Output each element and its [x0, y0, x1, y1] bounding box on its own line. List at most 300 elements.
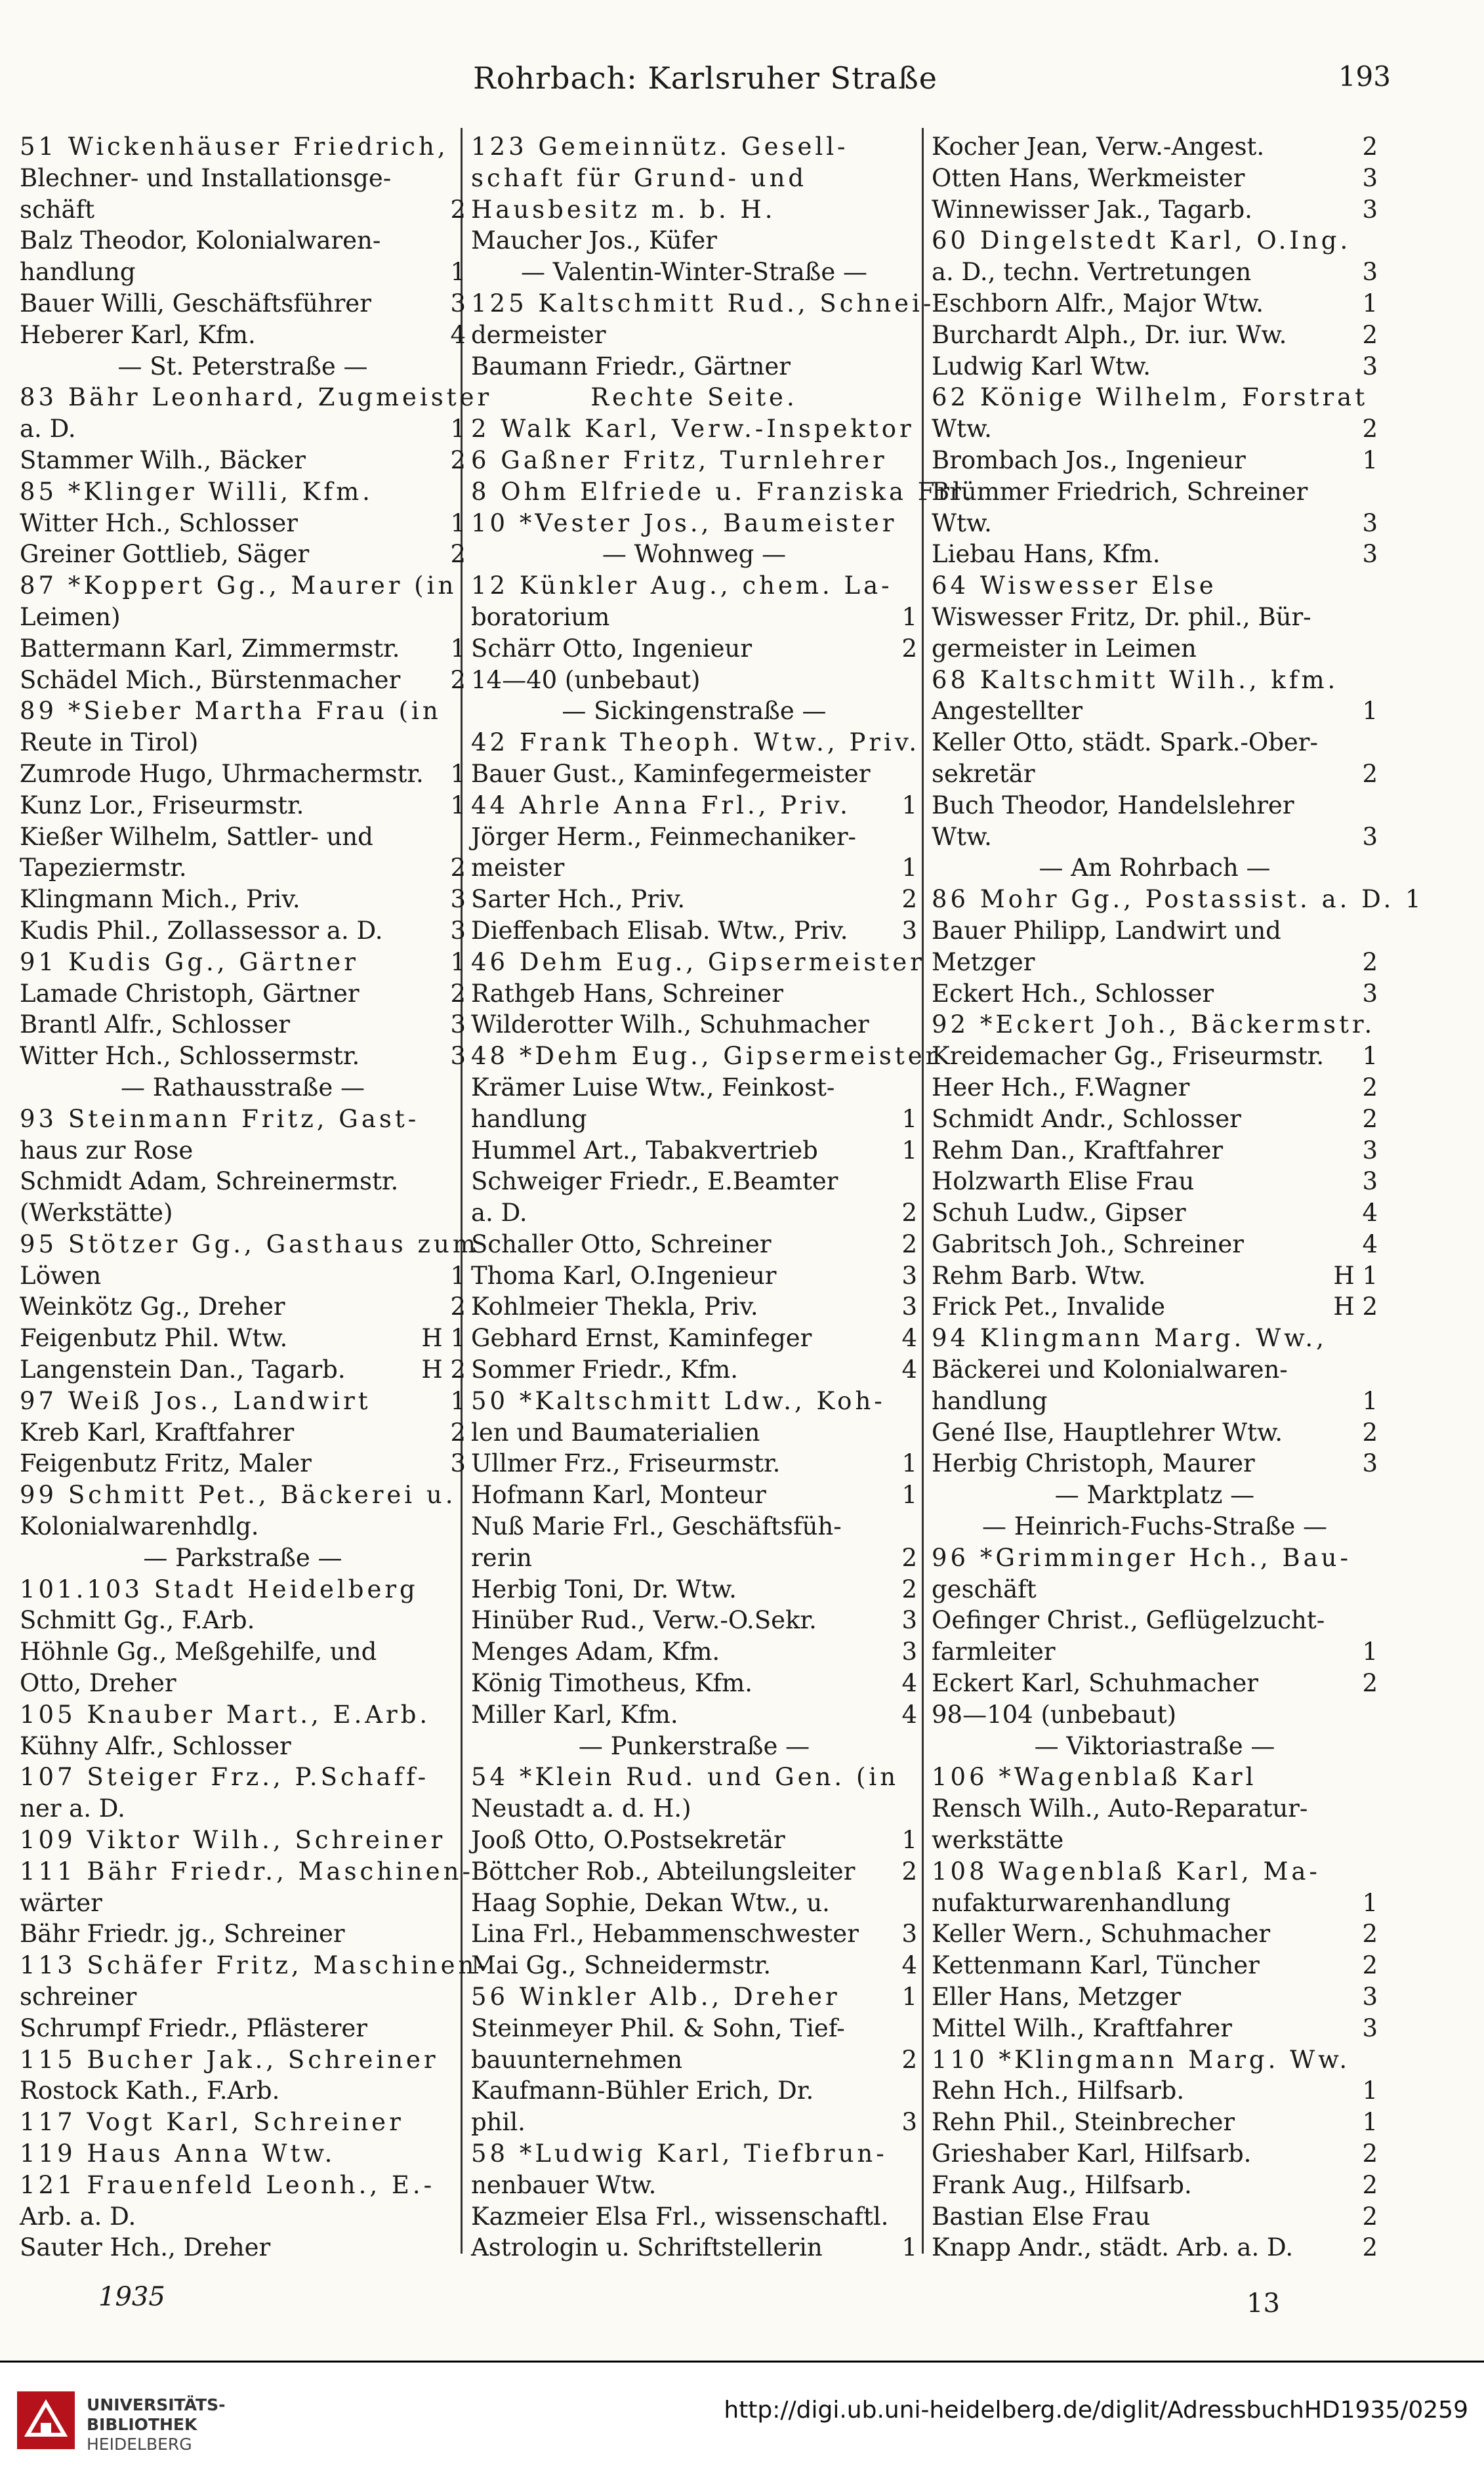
entry-text: Langenstein Dan., Tagarb.	[20, 1355, 346, 1384]
directory-entry-line	[932, 225, 1378, 257]
entry-text: Blechner- und Installationsge-	[20, 163, 392, 192]
directory-entry-line	[20, 2170, 466, 2201]
entry-text: Winnewisser Jak., Tagarb.	[932, 195, 1252, 224]
directory-entry-line	[932, 978, 1378, 1010]
entry-text: bauunternehmen	[471, 2045, 683, 2074]
entry-text: 125 Kaltschmitt Rud., Schnei-	[471, 289, 935, 318]
entry-text: werkstätte	[932, 1826, 1064, 1855]
directory-entry-line	[932, 1041, 1378, 1072]
entry-text: Mai Gg., Schneidermstr.	[471, 1951, 772, 1980]
entry-text: — Wohnweg —	[602, 540, 787, 569]
floor-number: 2	[450, 854, 466, 882]
entry-text: germeister in Leimen	[932, 634, 1197, 663]
directory-entry-line	[20, 758, 466, 790]
floor-number: 3	[450, 1010, 466, 1039]
directory-entry-line	[932, 1888, 1378, 1919]
entry-text: Kießer Wilhelm, Sattler- und	[20, 822, 373, 851]
directory-entry-line	[932, 1668, 1378, 1699]
directory-entry-line	[932, 1009, 1378, 1041]
directory-entry-line	[471, 1417, 917, 1449]
entry-text: Herbig Christoph, Maurer	[932, 1449, 1255, 1478]
entry-text: 97 Weiß Jos., Landwirt	[20, 1386, 371, 1415]
entry-text: Feigenbutz Fritz, Maler	[20, 1449, 312, 1478]
entry-text: Wtw.	[932, 822, 992, 851]
directory-entry-line	[20, 1009, 466, 1041]
library-name	[87, 2395, 225, 2454]
entry-text: Kohlmeier Thekla, Priv.	[471, 1292, 758, 1321]
entry-text: Baumann Friedr., Gärtner	[471, 352, 791, 381]
entry-text: Hinüber Rud., Verw.-O.Sekr.	[471, 1606, 817, 1635]
directory-entry-line	[471, 790, 917, 821]
directory-entry-line	[932, 288, 1378, 320]
entry-text: 42 Frank Theoph. Wtw., Priv.	[471, 728, 920, 757]
entry-text: Jörger Herm., Feinmechaniker-	[471, 822, 857, 851]
entry-text: meister	[471, 854, 565, 882]
directory-entry-line	[20, 790, 466, 821]
floor-number: 1	[1362, 1638, 1378, 1666]
entry-text: Kudis Phil., Zollassessor a. D.	[20, 916, 383, 945]
directory-entry-line	[471, 1386, 917, 1417]
floor-number: 4	[901, 1324, 917, 1353]
street-heading	[471, 257, 917, 288]
floor-number: 1	[1362, 1888, 1378, 1917]
entry-text: Herbig Toni, Dr. Wtw.	[471, 1575, 737, 1603]
directory-entry-line	[20, 1981, 466, 2013]
floor-number: 3	[901, 916, 917, 945]
directory-entry-line	[20, 1166, 466, 1197]
directory-entry-line	[20, 727, 466, 758]
entry-text: farmleiter	[932, 1638, 1056, 1666]
entry-text: — Punkerstraße —	[578, 1731, 810, 1760]
library-name-line: UNIVERSITÄTS-	[87, 2395, 226, 2414]
entry-text: Schärr Otto, Ingenieur	[471, 634, 752, 663]
floor-number: 3	[1362, 258, 1378, 287]
entry-text: Zumrode Hugo, Uhrmachermstr.	[20, 759, 424, 788]
directory-entry-line	[471, 602, 917, 633]
floor-number: 1	[450, 634, 466, 663]
floor-number: 2	[450, 1418, 466, 1447]
floor-number: 3	[450, 885, 466, 914]
entry-text: Schmitt Gg., F.Arb.	[20, 1606, 255, 1635]
floor-number: 1	[901, 1826, 917, 1855]
directory-entry-line	[932, 1323, 1378, 1354]
entry-text: Sarter Hch., Priv.	[471, 885, 686, 914]
entry-text: Lamade Christoph, Gärtner	[20, 979, 360, 1008]
entry-text: — Sickingenstraße —	[562, 697, 827, 726]
entry-text: Schweiger Friedr., E.Beamter	[471, 1167, 838, 1196]
entry-text: 44 Ahrle Anna Frl., Priv.	[471, 791, 851, 819]
directory-entry-line	[932, 2232, 1378, 2263]
directory-entry-line	[20, 695, 466, 727]
directory-entry-line	[20, 1291, 466, 1323]
directory-entry-line	[932, 727, 1378, 758]
floor-number: 2	[1362, 415, 1378, 444]
floor-number: 1	[901, 2233, 917, 2262]
directory-entry-line	[932, 194, 1378, 226]
floor-number: 3	[450, 289, 466, 318]
entry-text: Brantl Alfr., Schlosser	[20, 1010, 290, 1039]
entry-text: Arb. a. D.	[20, 2202, 136, 2231]
entry-text: Eckert Hch., Schlosser	[932, 979, 1214, 1008]
street-heading	[932, 852, 1378, 884]
entry-text: Stammer Wilh., Bäcker	[20, 445, 306, 474]
directory-entry-line	[20, 1605, 466, 1636]
directory-entry-line	[20, 852, 466, 884]
entry-text: wärter	[20, 1888, 102, 1917]
entry-text: Burchardt Alph., Dr. iur. Ww.	[932, 320, 1287, 349]
floor-number: 4	[1362, 1229, 1378, 1258]
directory-entry-line	[471, 1762, 917, 1793]
entry-text: Steinmeyer Phil. & Sohn, Tief-	[471, 2013, 845, 2042]
entry-text: Holzwarth Elise Frau	[932, 1167, 1195, 1196]
directory-column-1	[20, 131, 493, 2263]
street-heading	[20, 1542, 466, 1574]
directory-entry-line	[20, 570, 466, 602]
library-logo-icon	[14, 2389, 77, 2452]
entry-text: a. D.	[471, 1199, 527, 1228]
directory-entry-line	[20, 1636, 466, 1668]
floor-number: 2	[1362, 947, 1378, 976]
entry-text: Schmidt Adam, Schreinermstr.	[20, 1167, 399, 1196]
floor-number: 2	[1362, 320, 1378, 349]
page-header	[20, 60, 1391, 106]
directory-entry-line	[932, 1291, 1378, 1323]
entry-text: 12 Künkler Aug., chem. La-	[471, 571, 893, 600]
entry-text: Kreidemacher Gg., Friseurmstr.	[932, 1042, 1325, 1071]
entry-text: Eschborn Alfr., Major Wtw.	[932, 289, 1264, 318]
directory-entry-line	[20, 1417, 466, 1449]
source-url-link[interactable]: http://digi.ub.uni-heidelberg.de/diglit/AdressbuchHD1935/0259	[724, 2397, 1468, 2424]
entry-text: Böttcher Rob., Abteilungsleiter	[471, 1857, 855, 1886]
directory-entry-line	[20, 1731, 466, 1762]
entry-text: handlung	[471, 1104, 587, 1133]
directory-entry-line	[932, 1762, 1378, 1793]
entry-text: a. D.	[20, 415, 76, 444]
floor-number: 3	[901, 1606, 917, 1635]
directory-entry-line	[20, 1448, 466, 1479]
entry-text: Otto, Dreher	[20, 1669, 176, 1698]
entry-text: Bähr Friedr. jg., Schreiner	[20, 1920, 345, 1949]
entry-text: Leimen)	[20, 602, 121, 631]
directory-entry-line	[932, 1981, 1378, 2013]
entry-text: handlung	[932, 1386, 1048, 1415]
directory-entry-line	[471, 1542, 917, 1574]
entry-text: 115 Bucher Jak., Schreiner	[20, 2045, 439, 2074]
floor-number: 1	[450, 415, 466, 444]
footer-sheet-number: 13	[1247, 2288, 1280, 2319]
directory-entry-line	[932, 2138, 1378, 2170]
directory-entry-line	[932, 1197, 1378, 1229]
directory-entry-line	[471, 852, 917, 884]
entry-text: Thoma Karl, O.Ingenieur	[471, 1261, 777, 1290]
floor-number: 2	[901, 1543, 917, 1572]
entry-text: 95 Stötzer Gg., Gasthaus zum	[20, 1229, 479, 1258]
entry-text: Gabritsch Joh., Schreiner	[932, 1229, 1244, 1258]
directory-entry-line	[471, 1574, 917, 1605]
floor-number: 2	[1362, 2202, 1378, 2231]
directory-entry-line	[471, 1448, 917, 1479]
directory-entry-line	[471, 884, 917, 915]
directory-entry-line	[932, 1542, 1378, 1574]
floor-number: 2	[450, 195, 466, 224]
directory-entry-line	[471, 351, 917, 382]
directory-entry-line	[471, 1825, 917, 1856]
directory-entry-line	[471, 1699, 917, 1731]
directory-entry-line	[932, 665, 1378, 696]
directory-entry-line	[932, 633, 1378, 665]
entry-text: Miller Karl, Kfm.	[471, 1700, 678, 1729]
directory-entry-line	[20, 508, 466, 539]
library-name-line: HEIDELBERG	[87, 2435, 192, 2454]
entry-text: Höhnle Gg., Meßgehilfe, und	[20, 1638, 377, 1666]
floor-number: 1	[901, 602, 917, 631]
directory-entry-line	[471, 2013, 917, 2044]
entry-text: Rehm Barb. Wtw.	[932, 1261, 1146, 1290]
directory-entry-line	[932, 2107, 1378, 2138]
directory-entry-line	[20, 2201, 466, 2233]
floor-number: 3	[1362, 163, 1378, 192]
floor-number: 2	[450, 665, 466, 694]
entry-text: Feigenbutz Phil. Wtw.	[20, 1324, 288, 1353]
entry-text: 109 Viktor Wilh., Schreiner	[20, 1826, 446, 1855]
entry-text: Metzger	[932, 947, 1035, 976]
directory-entry-line	[932, 163, 1378, 194]
directory-entry-line	[932, 1793, 1378, 1825]
directory-entry-line	[471, 1479, 917, 1511]
directory-entry-line	[20, 1479, 466, 1511]
floor-number: 1	[1362, 1042, 1378, 1071]
directory-entry-line	[20, 382, 493, 413]
directory-entry-line	[471, 1104, 917, 1135]
directory-entry-line	[932, 1135, 1378, 1167]
floor-number: 2	[1362, 2233, 1378, 2262]
entry-text: — Valentin-Winter-Straße —	[520, 258, 868, 287]
directory-entry-line	[471, 508, 917, 539]
floor-number: 3	[901, 1920, 917, 1949]
directory-entry-line	[932, 1229, 1378, 1260]
entry-text: Maucher Jos., Küfer	[471, 226, 717, 255]
directory-entry-line	[932, 2170, 1378, 2201]
directory-entry-line	[20, 413, 466, 445]
floor-number: 3	[1362, 1167, 1378, 1196]
directory-entry-line	[932, 821, 1378, 853]
directory-entry-line	[932, 1166, 1378, 1197]
entry-text: 46 Dehm Eug., Gipsermeister	[471, 947, 925, 976]
floor-number: 3	[1362, 1983, 1378, 2012]
entry-text: 14—40 (unbebaut)	[471, 665, 701, 694]
floor-number: 3	[1362, 508, 1378, 537]
floor-number: 3	[1362, 195, 1378, 224]
entry-text: Bauer Gust., Kaminfegermeister	[471, 759, 871, 788]
directory-entry-line	[932, 1072, 1378, 1104]
entry-text: 62 Könige Wilhelm, Forstrat	[932, 383, 1369, 412]
floor-number: 2	[1362, 759, 1378, 788]
floor-number: 1	[450, 1386, 466, 1415]
directory-entry-line	[471, 2170, 917, 2201]
entry-text: 101.103 Stadt Heidelberg	[20, 1575, 419, 1603]
directory-entry-line	[20, 2075, 466, 2107]
directory-entry-line	[932, 1636, 1378, 1668]
floor-number: 2	[901, 2045, 917, 2074]
directory-entry-line	[932, 1825, 1378, 1856]
entry-text: Eller Hans, Metzger	[932, 1983, 1182, 2012]
street-heading	[20, 1072, 466, 1104]
entry-text: 60 Dingelstedt Karl, O.Ing.	[932, 226, 1351, 255]
entry-text: 121 Frauenfeld Leonh., E.-	[20, 2170, 436, 2199]
floor-number: H 2	[1333, 1292, 1378, 1321]
entry-text: Wtw.	[932, 508, 992, 537]
directory-entry-line	[471, 2044, 917, 2076]
entry-text: Löwen	[20, 1261, 102, 1290]
entry-text: Hummel Art., Tabakvertrieb	[471, 1136, 818, 1165]
floor-number: 3	[1362, 979, 1378, 1008]
entry-text: Jooß Otto, O.Postsekretär	[471, 1826, 785, 1855]
floor-number: 3	[1362, 1136, 1378, 1165]
directory-entry-line	[932, 413, 1378, 445]
floor-number: 2	[450, 445, 466, 474]
directory-entry-line	[20, 288, 466, 320]
floor-number: 1	[901, 1481, 917, 1510]
entry-text: nufakturwarenhandlung	[932, 1888, 1231, 1917]
directory-entry-line	[932, 1354, 1378, 1386]
directory-entry-line	[932, 2201, 1378, 2233]
floor-number: 3	[1362, 1449, 1378, 1478]
entry-text: Klingmann Mich., Priv.	[20, 885, 300, 914]
directory-entry-line	[932, 1260, 1378, 1292]
directory-entry-line	[20, 633, 466, 665]
directory-entry-line	[471, 1229, 917, 1260]
entry-text: 91 Kudis Gg., Gärtner	[20, 947, 359, 976]
directory-entry-line	[471, 1041, 941, 1072]
directory-entry-line	[20, 602, 466, 633]
street-heading	[932, 1731, 1378, 1762]
floor-number: 1	[901, 1449, 917, 1478]
entry-text: Buch Theodor, Handelslehrer	[932, 791, 1294, 819]
entry-text: 64 Wiswesser Else	[932, 571, 1217, 600]
directory-entry-line	[20, 1574, 466, 1605]
floor-number: 1	[450, 791, 466, 819]
entry-text: Keller Wern., Schuhmacher	[932, 1920, 1271, 1949]
entry-text: — Viktoriastraße —	[1034, 1731, 1275, 1760]
floor-number: 1	[450, 258, 466, 287]
entry-text: schaft für Grund- und	[471, 163, 808, 192]
floor-number: 1	[1362, 697, 1378, 726]
directory-entry-line	[471, 1072, 917, 1104]
entry-text: 92 *Eckert Joh., Bäckermstr.	[932, 1010, 1376, 1039]
floor-number: 2	[901, 1199, 917, 1228]
entry-text: Kazmeier Elsa Frl., wissenschaftl.	[471, 2202, 889, 2231]
directory-entry-line	[932, 476, 1378, 508]
directory-entry-line	[471, 1135, 917, 1167]
directory-entry-line	[932, 1104, 1378, 1135]
entry-text: Grieshaber Karl, Hilfsarb.	[932, 2139, 1252, 2168]
street-heading	[471, 1731, 917, 1762]
floor-number: 2	[450, 979, 466, 1008]
footer-year: 1935	[98, 2282, 165, 2312]
directory-entry-line	[20, 1197, 466, 1229]
directory-entry-line	[471, 1856, 917, 1888]
floor-number: 3	[901, 2108, 917, 2137]
directory-entry-line	[471, 821, 917, 853]
entry-text: 54 *Klein Rud. und Gen. (in	[471, 1763, 899, 1792]
directory-entry-line	[20, 2107, 466, 2138]
floor-number: 2	[901, 634, 917, 663]
directory-entry-line	[932, 1386, 1378, 1417]
directory-entry-line	[471, 1354, 917, 1386]
directory-entry-line	[20, 1260, 466, 1292]
entry-text: rerin	[471, 1543, 532, 1572]
directory-entry-line	[471, 163, 917, 194]
directory-entry-line	[471, 1291, 917, 1323]
floor-number: 2	[450, 540, 466, 569]
directory-entry-line	[932, 445, 1378, 476]
floor-number: 2	[901, 885, 917, 914]
entry-text: Bauer Willi, Geschäftsführer	[20, 289, 371, 318]
entry-text: geschäft	[932, 1575, 1037, 1603]
floor-number: 1	[901, 1104, 917, 1133]
directory-entry-line	[471, 225, 917, 257]
library-footer-bar	[0, 2361, 1484, 2478]
entry-text: Gené Ilse, Hauptlehrer Wtw.	[932, 1418, 1283, 1447]
directory-entry-line	[20, 884, 466, 915]
entry-text: nenbauer Wtw.	[471, 2170, 657, 2199]
entry-text: 113 Schäfer Fritz, Maschinen-	[20, 1951, 489, 1980]
entry-text: Schädel Mich., Bürstenmacher	[20, 665, 401, 694]
directory-entry-line	[20, 2232, 466, 2263]
entry-text: Lina Frl., Hebammenschwester	[471, 1920, 859, 1949]
floor-number: 2	[1362, 1418, 1378, 1447]
directory-entry-line	[471, 915, 917, 947]
entry-text: Sauter Hch., Dreher	[20, 2233, 271, 2262]
entry-text: Neustadt a. d. H.)	[471, 1794, 691, 1823]
entry-text: Gebhard Ernst, Kaminfeger	[471, 1324, 812, 1353]
directory-column-2	[471, 131, 975, 2263]
directory-entry-line	[20, 1762, 466, 1793]
street-heading	[471, 382, 917, 413]
directory-entry-line	[932, 2044, 1378, 2076]
floor-number: 3	[901, 1292, 917, 1321]
entry-text: Krämer Luise Wtw., Feinkost-	[471, 1073, 835, 1102]
entry-text: 119 Haus Anna Wtw.	[20, 2139, 336, 2168]
entry-text: 107 Steiger Frz., P.Schaff-	[20, 1763, 430, 1792]
directory-entry-line	[932, 1417, 1378, 1449]
floor-number: 1	[1362, 1386, 1378, 1415]
column-divider	[922, 128, 924, 2254]
entry-text: Haag Sophie, Dekan Wtw., u.	[471, 1888, 830, 1917]
floor-number: 2	[1362, 2139, 1378, 2168]
floor-number: 4	[901, 1951, 917, 1980]
directory-entry-line	[471, 445, 917, 476]
floor-number: 4	[901, 1669, 917, 1698]
directory-entry-line	[20, 1135, 466, 1167]
entry-text: Otten Hans, Werkmeister	[932, 163, 1245, 192]
floor-number: 4	[450, 320, 466, 349]
floor-number: H 2	[421, 1355, 466, 1384]
entry-text: a. D., techn. Vertretungen	[932, 258, 1252, 287]
floor-number: 2	[1362, 133, 1378, 161]
directory-entry-line	[932, 602, 1378, 633]
directory-entry-line	[471, 1605, 917, 1636]
entry-text: Kocher Jean, Verw.-Angest.	[932, 133, 1265, 161]
directory-entry-line	[20, 821, 466, 853]
directory-entry-line	[932, 382, 1378, 413]
directory-entry-line	[20, 1668, 466, 1699]
entry-text: Bäckerei und Kolonialwaren-	[932, 1355, 1288, 1384]
entry-text: — Am Rohrbach —	[1039, 854, 1271, 882]
directory-entry-line	[20, 1323, 466, 1354]
entry-text: 108 Wagenblaß Karl, Ma-	[932, 1857, 1321, 1886]
entry-text: 111 Bähr Friedr., Maschinen-	[20, 1857, 474, 1886]
